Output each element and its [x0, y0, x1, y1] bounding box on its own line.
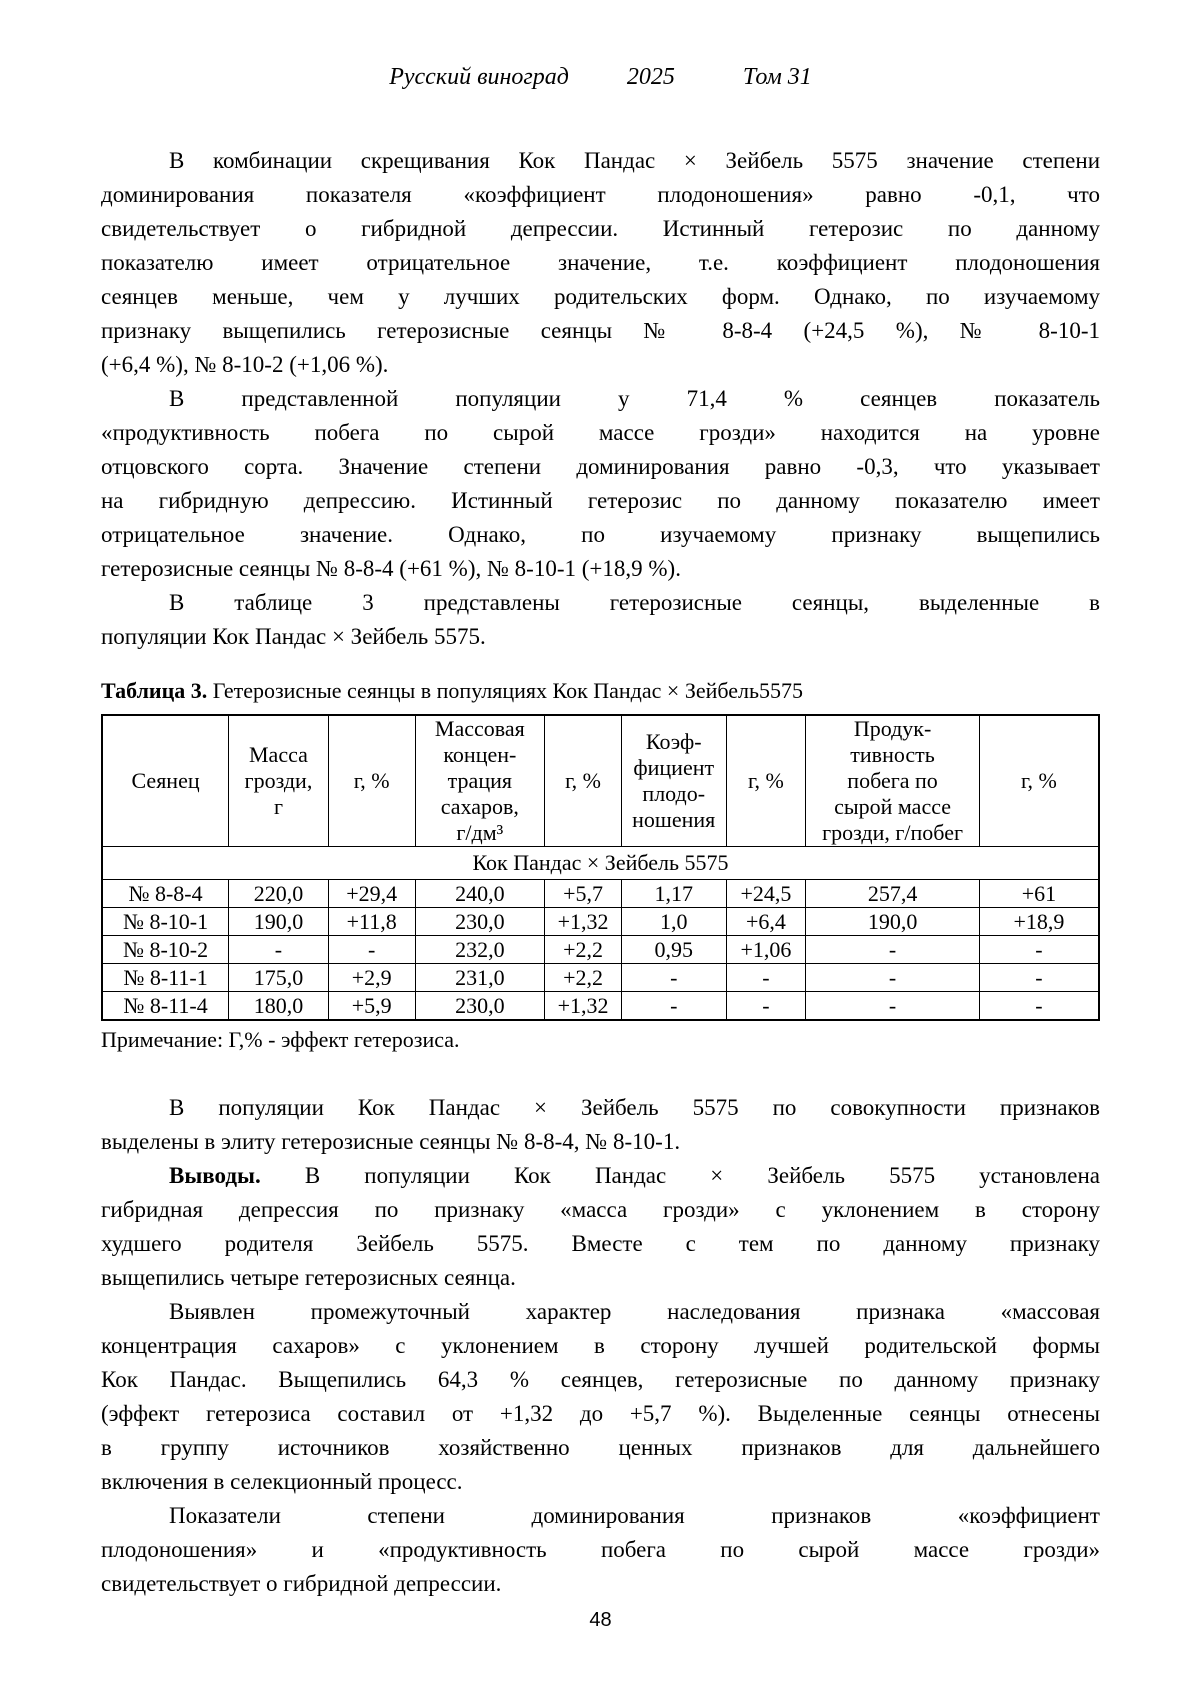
text-line: свидетельствует о гибридной депрессии. Истинный гетерозис по данному	[101, 216, 1100, 241]
text-line: Показатели степени доминирования признаков «коэффициент	[169, 1503, 1100, 1528]
value-cell: +11,8	[328, 908, 415, 936]
value-cell: +1,32	[545, 992, 622, 1021]
table-row	[102, 936, 1099, 964]
text-line: сеянцев меньше, чем у лучших родительских форм. Однако, по изучаемому	[101, 284, 1100, 309]
text-line: концентрация сахаров» с уклонением в сторону лучшей родительской формы	[101, 1333, 1100, 1358]
value-cell: +2,2	[545, 936, 622, 964]
text-line: отрицательное значение. Однако, по изучаемому признаку выщепились	[101, 522, 1100, 547]
text-line: выделены в элиту гетерозисные сеянцы № 8-8-4, № 8-10-1.	[101, 1129, 681, 1154]
value-cell: -	[806, 936, 979, 964]
table-caption	[101, 676, 1100, 706]
value-cell: -	[806, 992, 979, 1021]
paragraph	[101, 1091, 1100, 1159]
paragraph	[101, 586, 1100, 654]
value-cell: 190,0	[806, 908, 979, 936]
value-cell: +1,06	[726, 936, 806, 964]
value-cell: +5,7	[545, 880, 622, 908]
text-line: показателю имеет отрицательное значение, т.е. коэффициент плодоношения	[101, 250, 1100, 275]
table-row	[102, 880, 1099, 908]
value-cell: -	[621, 992, 726, 1021]
table-note: Примечание: Г,% - эффект гетерозиса.	[101, 1027, 460, 1052]
paragraph	[101, 1499, 1100, 1601]
page-number: 48	[589, 1609, 612, 1631]
bold-lead-in: Выводы.	[169, 1163, 261, 1188]
seedling-cell: № 8-11-4	[102, 992, 229, 1021]
text-line: В популяции Кок Пандас × Зейбель 5575 по совокупности признаков	[169, 1095, 1100, 1120]
paragraph	[101, 144, 1100, 382]
column-header: Продук- тивность побега по сырой массе грозди, г/побег	[806, 715, 979, 847]
paragraph	[101, 1159, 1100, 1295]
text-line: включения в селекционный процесс.	[101, 1469, 463, 1494]
text-line: худшего родителя Зейбель 5575. Вместе с тем по данному признаку	[101, 1231, 1100, 1256]
heterosis-seedlings-table	[101, 714, 1100, 1021]
column-header: Коэф- фициент плодо- ношения	[621, 715, 726, 847]
value-cell: -	[979, 964, 1099, 992]
value-cell: -	[328, 936, 415, 964]
value-cell: 257,4	[806, 880, 979, 908]
population-group-label: Кок Пандас × Зейбель 5575	[102, 847, 1099, 880]
table-group-row	[102, 847, 1099, 880]
text-line: плодоношения» и «продуктивность побега по сырой массе грозди»	[101, 1537, 1100, 1562]
body-text-bottom	[101, 1091, 1100, 1601]
table-row	[102, 908, 1099, 936]
value-cell: 231,0	[415, 964, 545, 992]
value-cell: 230,0	[415, 992, 545, 1021]
table-row	[102, 964, 1099, 992]
seedling-cell: № 8-10-1	[102, 908, 229, 936]
journal-volume: Том 31	[742, 64, 812, 90]
value-cell: 1,0	[621, 908, 726, 936]
text-line: В таблице 3 представлены гетерозисные сеянцы, выделенные в	[169, 590, 1100, 615]
value-cell: 220,0	[229, 880, 329, 908]
value-cell: -	[229, 936, 329, 964]
value-cell: 232,0	[415, 936, 545, 964]
journal-year: 2025	[626, 64, 675, 90]
column-header: Сеянец	[102, 715, 229, 847]
text-line: доминирования показателя «коэффициент плодоношения» равно -0,1, что	[101, 182, 1100, 207]
text-line: выщепились четыре гетерозисных сеянца.	[101, 1265, 516, 1290]
table-caption-text: Гетерозисные сеянцы в популяциях Кок Пандас × Зейбель5575	[207, 678, 804, 703]
text-line: на гибридную депрессию. Истинный гетерозис по данному показателю имеет	[101, 488, 1100, 513]
table-caption-label: Таблица 3.	[101, 678, 208, 703]
journal-header	[101, 60, 1100, 94]
column-header: г, %	[545, 715, 622, 847]
value-cell: -	[979, 936, 1099, 964]
table-row	[102, 992, 1099, 1021]
value-cell: +61	[979, 880, 1099, 908]
value-cell: +1,32	[545, 908, 622, 936]
value-cell: -	[726, 964, 806, 992]
text-line: в группу источников хозяйственно ценных признаков для дальнейшего	[101, 1435, 1100, 1460]
column-header: г, %	[726, 715, 806, 847]
text-line: В комбинации скрещивания Кок Пандас × Зейбель 5575 значение степени	[169, 148, 1100, 173]
seedling-cell: № 8-10-2	[102, 936, 229, 964]
value-cell: 180,0	[229, 992, 329, 1021]
value-cell: +2,9	[328, 964, 415, 992]
text-line: «продуктивность побега по сырой массе грозди» находится на уровне	[101, 420, 1100, 445]
text-line: гетерозисные сеянцы № 8-8-4 (+61 %), № 8-10-1 (+18,9 %).	[101, 556, 681, 581]
value-cell: +6,4	[726, 908, 806, 936]
value-cell: +2,2	[545, 964, 622, 992]
paragraph	[101, 1295, 1100, 1499]
text-line: (+6,4 %), № 8-10-2 (+1,06 %).	[101, 352, 389, 377]
text-line: Кок Пандас. Выщепились 64,3 % сеянцев, гетерозисные по данному признаку	[101, 1367, 1100, 1392]
value-cell: +29,4	[328, 880, 415, 908]
value-cell: +18,9	[979, 908, 1099, 936]
value-cell: 240,0	[415, 880, 545, 908]
text-line: (эффект гетерозиса составил от +1,32 до +5,7 %). Выделенные сеянцы отнесены	[101, 1401, 1100, 1426]
journal-title: Русский виноград	[389, 64, 569, 90]
value-cell: -	[726, 992, 806, 1021]
value-cell: 175,0	[229, 964, 329, 992]
text-line: отцовского сорта. Значение степени доминирования равно -0,3, что указывает	[101, 454, 1100, 479]
value-cell: -	[621, 964, 726, 992]
column-header: г, %	[979, 715, 1099, 847]
value-cell: -	[806, 964, 979, 992]
value-cell: +24,5	[726, 880, 806, 908]
paragraph	[101, 382, 1100, 586]
seedling-cell: № 8-8-4	[102, 880, 229, 908]
value-cell: 1,17	[621, 880, 726, 908]
value-cell: 190,0	[229, 908, 329, 936]
column-header: Масса грозди, г	[229, 715, 329, 847]
text-line: В представленной популяции у 71,4 % сеянцев показатель	[169, 386, 1100, 411]
column-header: г, %	[328, 715, 415, 847]
value-cell: +5,9	[328, 992, 415, 1021]
text-line: свидетельствует о гибридной депрессии.	[101, 1571, 502, 1596]
value-cell: 0,95	[621, 936, 726, 964]
body-text-top	[101, 144, 1100, 654]
text-line: гибридная депрессия по признаку «масса грозди» с уклонением в сторону	[101, 1197, 1100, 1222]
text-line: признаку выщепились гетерозисные сеянцы № 8-8-4 (+24,5 %), № 8-10-1	[101, 318, 1100, 343]
text-line: Выявлен промежуточный характер наследования признака «массовая	[169, 1299, 1100, 1324]
value-cell: -	[979, 992, 1099, 1021]
seedling-cell: № 8-11-1	[102, 964, 229, 992]
text-line: популяции Кок Пандас × Зейбель 5575.	[101, 624, 486, 649]
value-cell: 230,0	[415, 908, 545, 936]
table-header-row	[102, 715, 1099, 847]
text-line: Выводы. В популяции Кок Пандас × Зейбель 5575 установлена	[169, 1163, 1100, 1188]
column-header: Массовая концен- трация сахаров, г/дм³	[415, 715, 545, 847]
